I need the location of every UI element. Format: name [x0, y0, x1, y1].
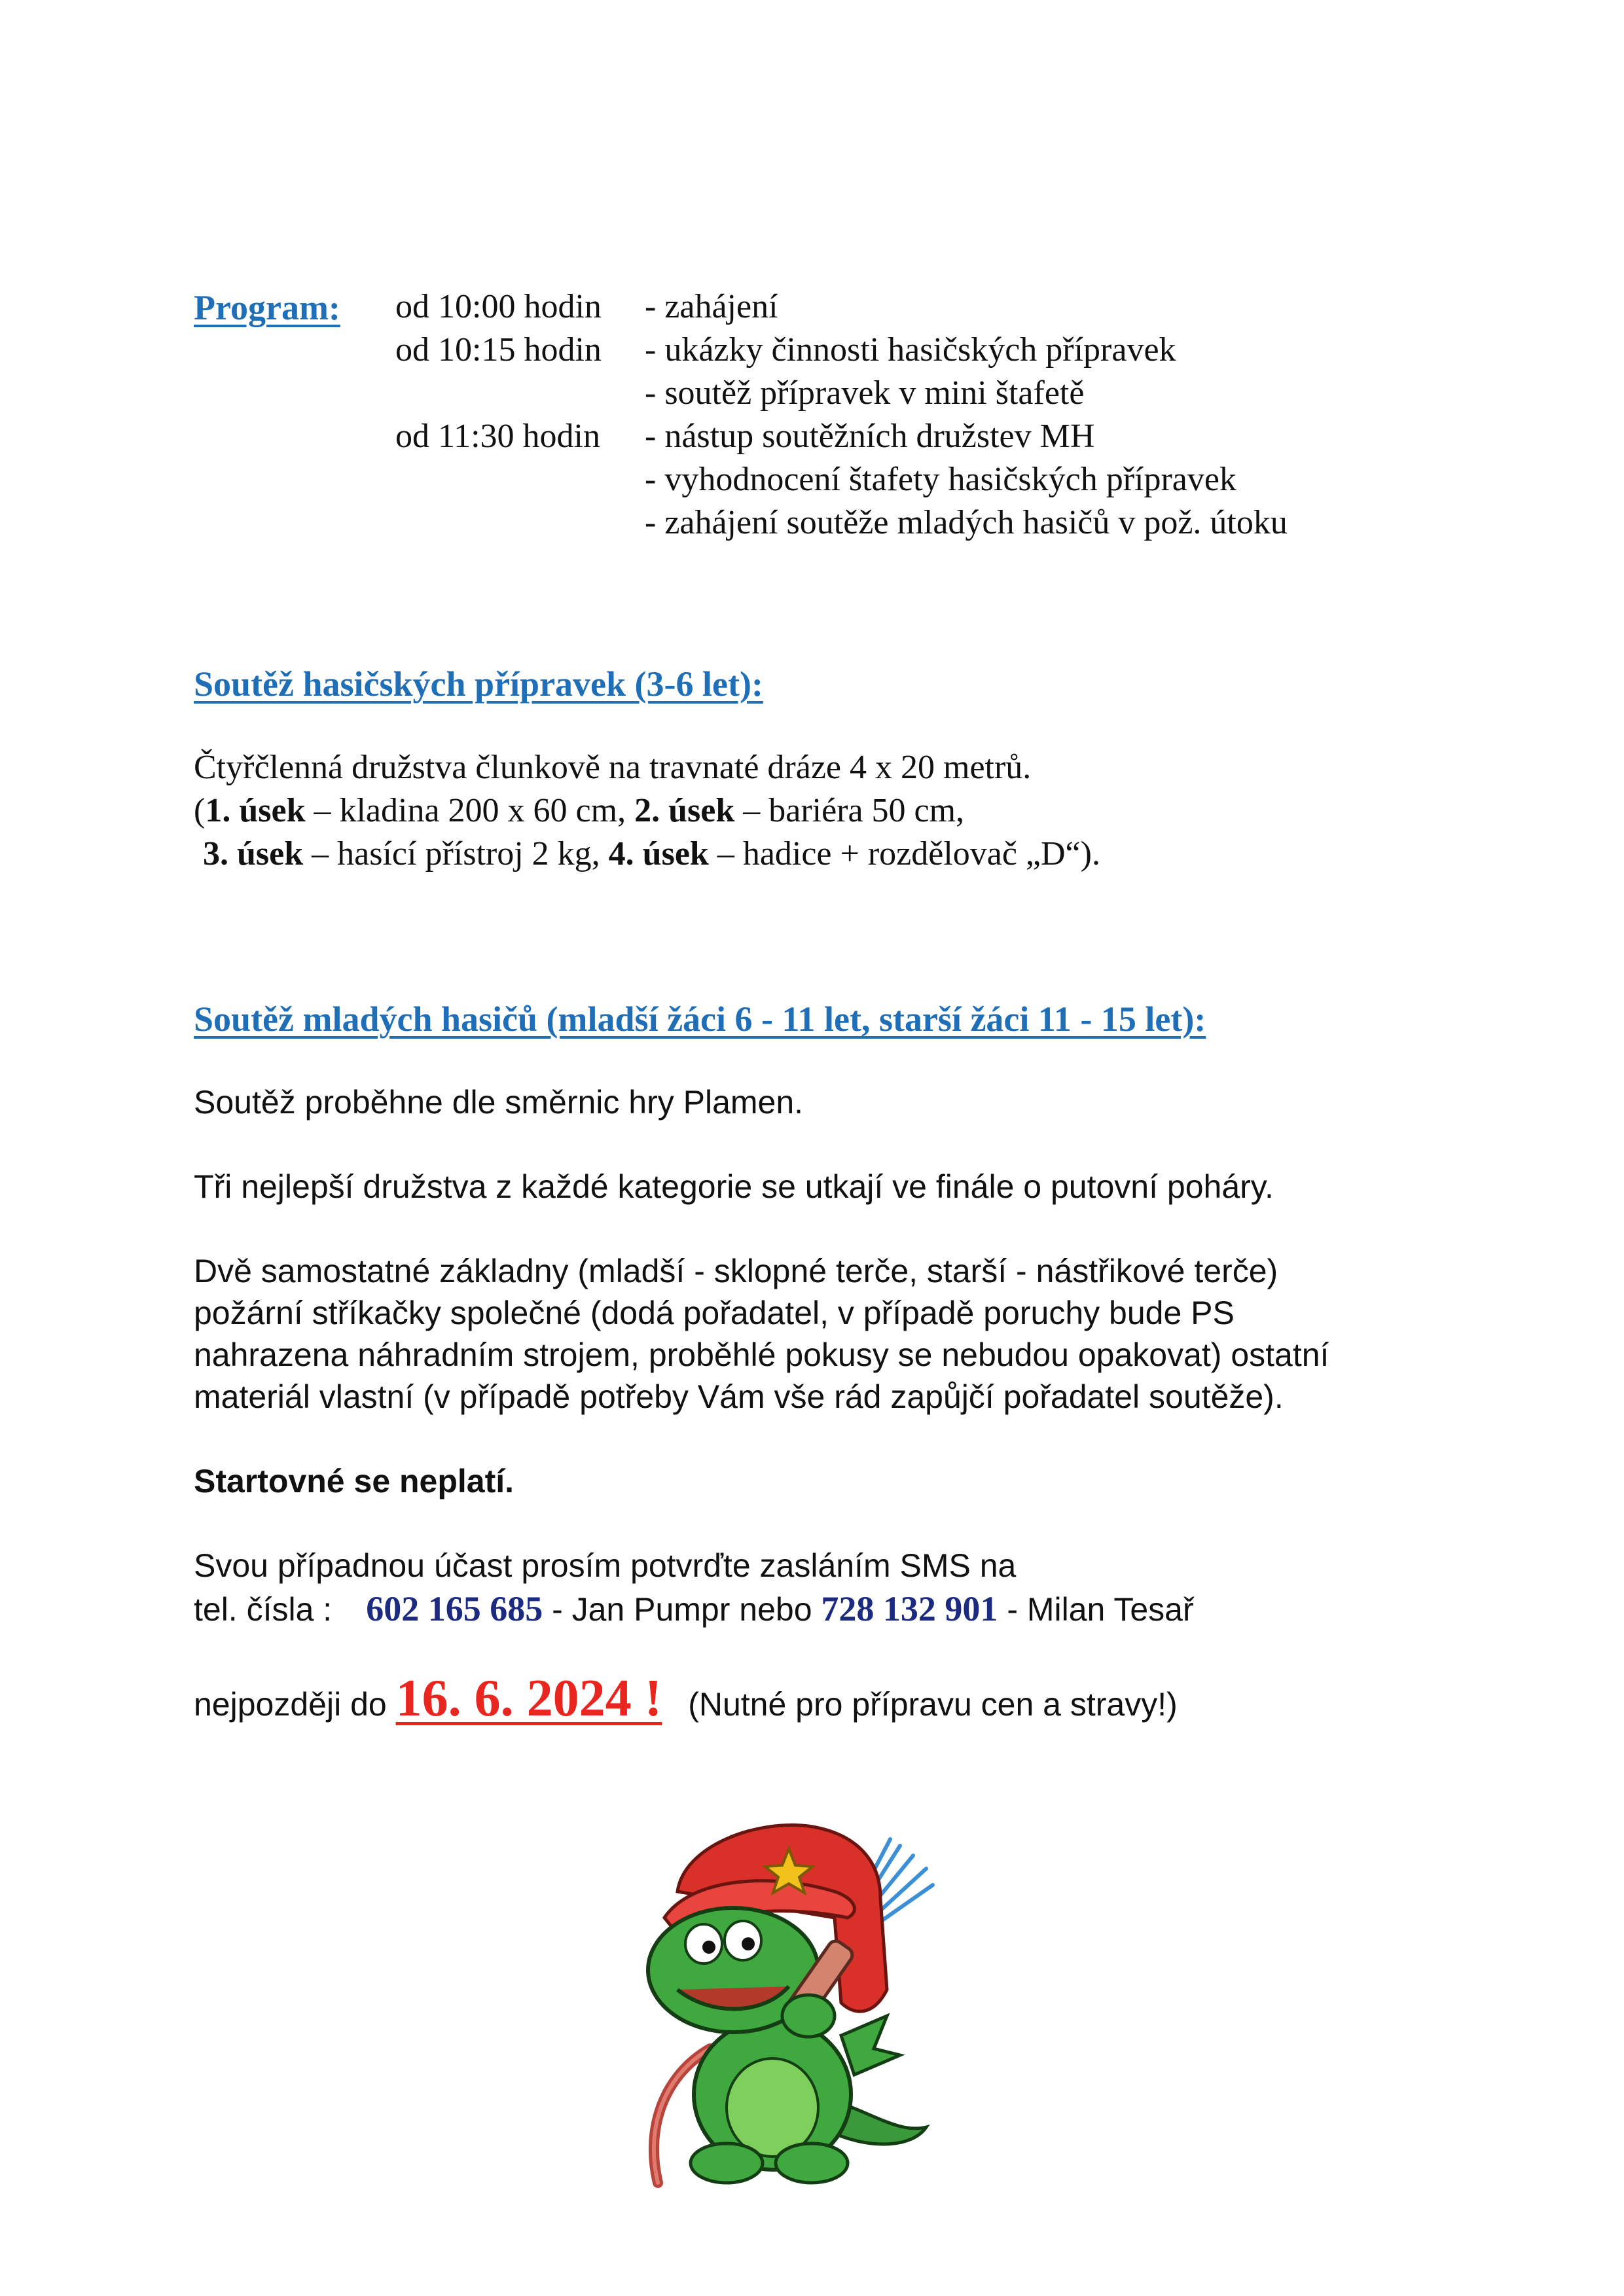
paren-open: ( — [194, 792, 206, 829]
contact-name-1: - Jan Pumpr nebo — [543, 1591, 821, 1628]
segment-3-label: 3. úsek — [203, 835, 304, 872]
contact-name-2: - Milan Tesař — [998, 1591, 1194, 1628]
program-text-2: - ukázky činnosti hasičských přípravek — [645, 331, 1176, 368]
firefighter-dragon-icon — [638, 1820, 946, 2193]
segment-2-text: – bariéra 50 cm, — [734, 792, 965, 829]
program-text-1: - zahájení — [645, 288, 778, 325]
preparatory-line-3 — [203, 837, 1100, 871]
preparatory-heading: Soutěž hasičských přípravek (3-6 let): — [194, 664, 763, 704]
program-label: Program: — [194, 288, 340, 327]
contact-line — [194, 1591, 1194, 1626]
deadline-prefix: nejpozději do — [194, 1686, 396, 1723]
program-time-4: od 11:30 hodin — [395, 418, 600, 455]
young-paragraph-2: Tři nejlepší družstva z každé kategorie se utkají ve finále o putovní poháry. — [194, 1168, 1274, 1205]
young-heading: Soutěž mladých hasičů (mladší žáci 6 - 11 let, starší žáci 11 - 15 let): — [194, 999, 1206, 1039]
preparatory-line-1: Čtyřčlenná družstva člunkově na travnaté dráze 4 x 20 metrů. — [194, 749, 1032, 786]
contact-prefix: tel. čísla : — [194, 1591, 333, 1628]
young-paragraph-3-line-4: materiál vlastní (v případě potřeby Vám vše rád zapůjčí pořadatel soutěže). — [194, 1378, 1284, 1415]
program-text-6: - zahájení soutěže mladých hasičů v pož. útoku — [645, 504, 1288, 541]
program-text-5: - vyhodnocení štafety hasičských přípravek — [645, 461, 1236, 498]
segment-3-text: – hasící přístroj 2 kg, — [303, 835, 609, 872]
deadline-date: 16. 6. 2024 ! — [395, 1670, 662, 1727]
preparatory-line-2 — [194, 794, 964, 828]
confirm-text: Svou případnou účast prosím potvrďte zasláním SMS na — [194, 1547, 1017, 1584]
entry-fee-note: Startovné se neplatí. — [194, 1463, 514, 1499]
segment-4-label: 4. úsek — [608, 835, 709, 872]
segment-1-label: 1. úsek — [205, 792, 306, 829]
program-text-3: - soutěž přípravek v mini štafetě — [645, 374, 1085, 412]
program-time-2: od 10:15 hodin — [395, 331, 602, 368]
young-paragraph-3-line-3: nahrazena náhradním strojem, proběhlé pokusy se nebudou opakovat) ostatní — [194, 1336, 1329, 1373]
young-paragraph-1: Soutěž proběhne dle směrnic hry Plamen. — [194, 1084, 804, 1121]
segment-2-label: 2. úsek — [634, 792, 735, 829]
segment-1-text: – kladina 200 x 60 cm, — [305, 792, 635, 829]
deadline-line — [194, 1672, 1178, 1731]
deadline-note: (Nutné pro přípravu cen a stravy!) — [688, 1686, 1178, 1723]
phone-number-1[interactable]: 602 165 685 — [366, 1589, 543, 1628]
phone-number-2[interactable]: 728 132 901 — [821, 1589, 998, 1628]
young-paragraph-3-line-1: Dvě samostatné základny (mladší - sklopné terče, starší - nástřikové terče) — [194, 1253, 1278, 1289]
program-text-4: - nástup soutěžních družstev MH — [645, 418, 1095, 455]
program-time-1: od 10:00 hodin — [395, 288, 602, 325]
segment-4-text: – hadice + rozdělovač „D“). — [708, 835, 1100, 872]
young-paragraph-3-line-2: požární stříkačky společné (dodá pořadatel, v případě poruchy bude PS — [194, 1295, 1235, 1331]
